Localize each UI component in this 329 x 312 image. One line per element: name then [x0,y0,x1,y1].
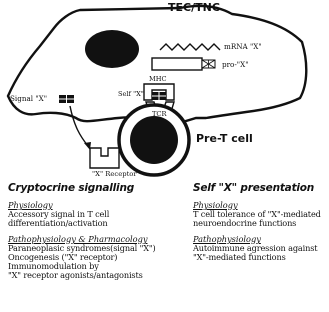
section-title: Physiology [193,200,238,210]
section-line: Accessory signal in T cell [8,209,110,219]
section-line: Autoimmune agression against [193,243,318,253]
tec-label: TEC/TNC [168,1,220,14]
mrna-label: mRNA "X" [224,42,262,51]
right-section-pathophysiology [193,235,329,262]
right-section-physiology [193,201,329,228]
section-line: Oncogenesis ("X" receptor) [8,252,118,262]
cryptocrine-heading: Cryptocrine signalling [8,182,135,194]
section-line: Immunomodulation by [8,261,99,271]
section-title: Physiology [8,200,53,210]
pro-x-label: pro-"X" [222,60,249,69]
section-title: Pathophysiology [193,234,261,244]
self-presentation-heading: Self "X" presentation [193,182,315,194]
signal-arrow [70,106,88,146]
section-line: differentiation/activation [8,218,108,228]
section-line: neuroendocrine functions [193,218,297,228]
signal-x-label: Signal "X" [10,94,48,103]
pre-t-label: Pre-T cell [196,132,253,145]
section-line: T cell tolerance of "X"-mediated [193,209,321,219]
pro-x-rect [152,58,202,70]
tec-nucleus [85,30,139,68]
self-x-label: Self "X" [118,90,144,98]
x-receptor-label: "X" Receptor [92,170,137,178]
tcr-label: TCR [152,110,167,118]
section-line: Paraneoplasic syndromes(signal "X") [8,243,156,253]
mrna-zigzag [160,44,220,50]
cryptocrine-column [8,182,168,280]
self-presentation-column [193,182,329,262]
left-section-physiology [8,201,168,228]
pre-t-nucleus [130,116,178,164]
left-section-pathophysiology [8,235,168,280]
x-receptor-shape [90,148,119,168]
section-title: Pathophysiology & Pharmacology [8,234,148,244]
section-line: "X" receptor agonists/antagonists [8,270,143,280]
section-line: "X"-mediated functions [193,252,286,262]
mhc-label: MHC [149,75,167,83]
